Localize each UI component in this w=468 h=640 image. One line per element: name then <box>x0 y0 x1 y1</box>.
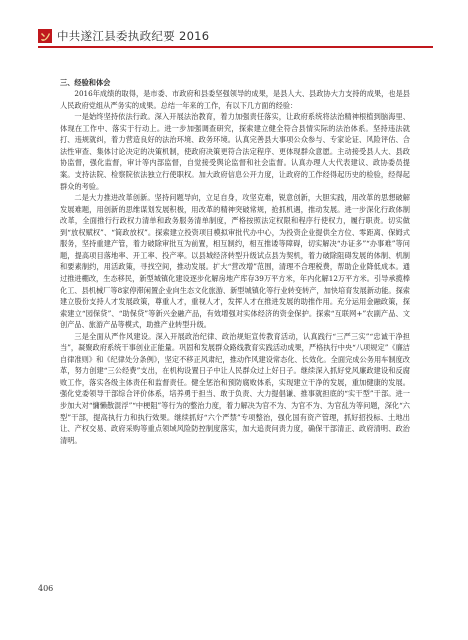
paragraph-rule-of-law: 一是始终坚持依法行政。深入开展法治教育，着力加强责任落实，让政府系统将法治精神根植到脑海里、体现在工作中、落实于行动上。进一步加强调查研究，探索建立健全符合县情实际的法治体系。坚持违法就打、违规就纠，着力营造良好的法治环境、政务环境。认真完善县大事项公众参与、专家论证、风险评估、合法性审查、集体讨论决定的决策机制，使政府决策更符合法定程序、更体现群众意愿。主动接受县人大、县政协监督，强化监督，审计等内部监督，自觉接受舆论监督和社会监督。认真办理人大代表建议、政协委员提案。支持法院、检察院依法独立行使职权。加大政府信息公开力度，让政府的工作经得起历史的检验，经得起群众的考验。 <box>60 112 410 191</box>
party-emblem-icon <box>38 29 52 43</box>
paragraph-intro: 2016年成绩的取得，是市委、市政府和县委坚强领导的成果，是县人大、县政协大力支持的成果，也是县人民政府党组从严务实的成果。总结一年来的工作，有以下几方面的经验： <box>60 89 410 110</box>
header-rule <box>38 46 433 48</box>
page-number: 406 <box>38 584 54 593</box>
paragraph-work-style: 三是全面从严作风建设。深入开展政治纪律、政治规矩宣传教育活动，认真践行“三严三实”“忠诚干净担当”，凝聚政府系统干事创业正能量。巩固和发展群众路线教育实践活动成果，严格执行中央“八项规定”《廉洁自律准则》和《纪律处分条例》，坚定不移正风肃纪，推动作风建设常态化、长效化。全面完成公务用车制度改革，努力创建“三公经费”支出，在机构设置日子中让人民群众过上好日子。继续深入抓好党风廉政建设和反腐败工作，落实各级主体责任和监督责任。健全惩治和预防腐败体系，实现建立干净的发展，重加健康的发展。强化党委领导干部综合评价体系，培养勇于担当、敢于负责、大力提倡谦、推事就担底的“实干型”干部。进一步加大对“慵懒散混浮”“中梗阻”等行为的整治力度，着力解决为官不为、为官不为、为官乱为等问题，深化“六型”干部，提高执行力和执行效果。继续抓好“六个严禁”专项整治，强化国有资产管理，抓好招投标、土地出让、产权交易、政府采购等重点领域风险防控制度落实，加大追责问责力度，确保干部清正、政府清明、政治清明。 <box>60 331 410 445</box>
document-body <box>60 77 410 446</box>
running-header <box>38 26 433 48</box>
paragraph-reform-innovation: 二是大力推进改革创新。坚持问题导向，立足自身，攻坚克难，锐意创新，大胆实践，用改革的思想破解发展难题，用创新的思维谋划发展积极，用改革的精神突破常规，抢抓机遇，推动发展。进一步深化行政体制改革，全面推行行政权力清单和政务服务清单制度，严格按照法定权限和程序行使权力，履行职责。切实做到“放权赋权”、“简政放权”。探索建立投资项目模拟审批代办中心，为投资企业提供全方位、零距离、保姆式服务，坚持重建产管，着力破除审批互为前置，相互制约，相互推诿等障碍，切实解决“办证多”“办事难”等问题，提高项目落地率、开工率、投产率。以县城经济转型升级试点县为契机，着力破除阻碍发展的体制、机制和要素制约，用活政策，寻找空间，推动发展。扩大“营改增”范围，清理不合理税费，帮助企业降低成本。通过推进棚改，生态移民，新型城镇化建设逐步化解房地产库存39万平方米，年内化解12万平方米。引导承揽棒化工、县机械厂等8家停滞闲置企业向生态文化旅游、新型城镇化等行业转变转产，加快培育发展新动能。探索建立股份支持人才发展政策，尊重人才，重视人才，发挥人才在推进发展的助推作用。充分运用金融政策，探索建立“园保贷”、“助保贷”等新兴金融产品，有效增强对实体经济的资金保护。探索“互联网+”农副产品、文创产品、旅游产品等模式，助推产业转型升级。 <box>60 193 410 330</box>
section-heading: 三、经验和体会 <box>60 78 111 87</box>
header-title: 中共遂江县委执政纪要 2016 <box>57 29 210 43</box>
